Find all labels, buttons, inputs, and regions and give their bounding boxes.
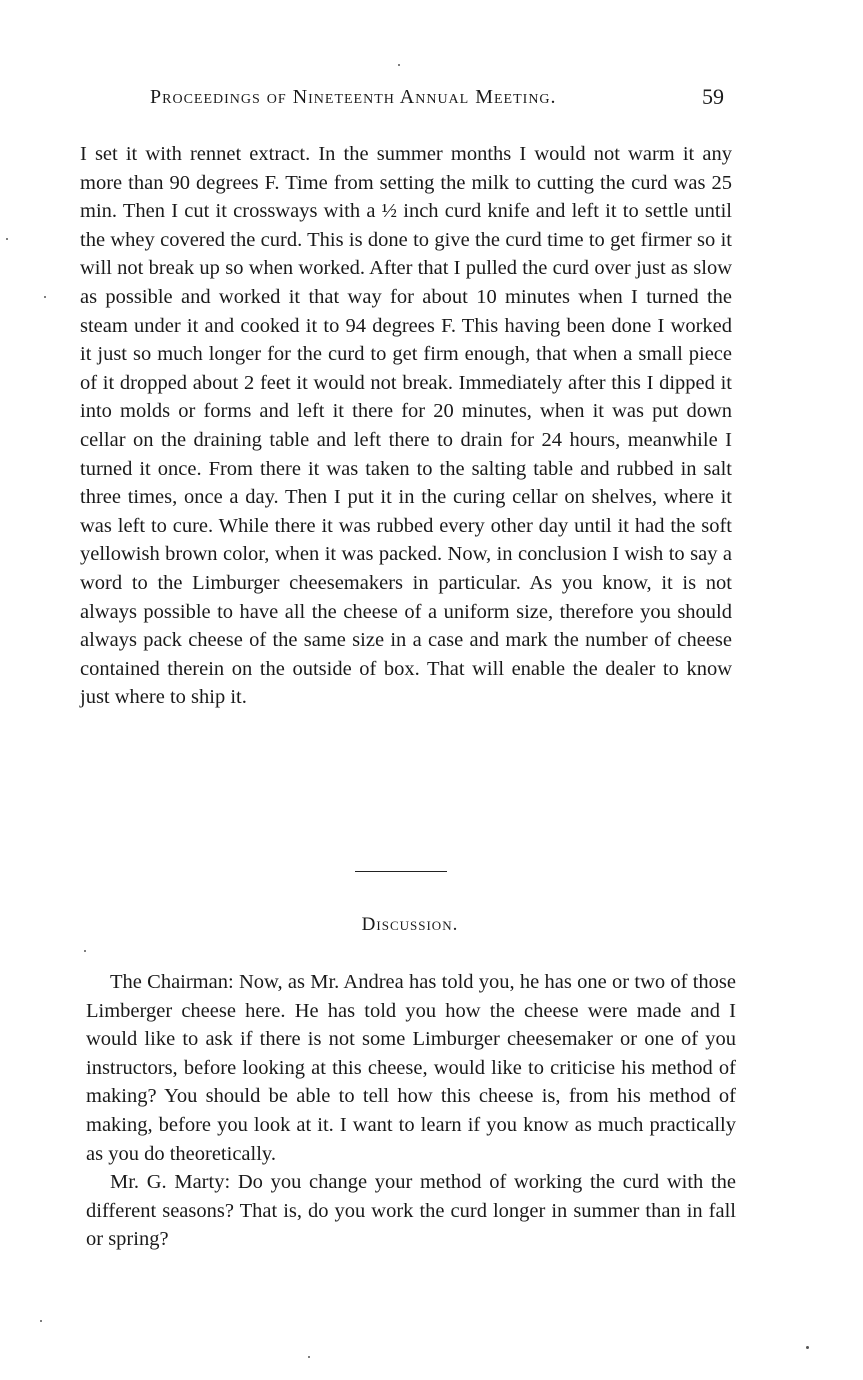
paper-speck xyxy=(398,64,400,66)
paper-speck xyxy=(806,1346,809,1349)
paper-speck xyxy=(40,1320,42,1322)
speech-text: Do you change your method of working the curd with the different seasons? That is, do you work the curd longer in summer than in fall or spring? xyxy=(86,1171,736,1251)
discussion-entry xyxy=(86,968,736,1168)
paper-speck xyxy=(84,950,86,952)
discussion-entry xyxy=(86,1168,736,1254)
paper-speck xyxy=(6,238,8,240)
paper-speck xyxy=(44,296,46,298)
section-divider xyxy=(355,871,447,872)
paper-speck xyxy=(308,1356,310,1358)
running-head: Proceedings of Nineteenth Annual Meeting. xyxy=(150,86,557,108)
body-paragraph: I set it with rennet extract. In the summer months I would not warm it any more than 90 degrees F. Time from setting the milk to cutting the curd was 25 min. Then I cut it crossways with a ½ inch curd knife and left it to settle until the whey covered the curd. This is done to give the curd time to get firmer so it will not break up so when worked. After that I pulled the curd over just as slow as possible and worked it that way for about 10 minutes when I turned the steam under it and cooked it to 94 degrees F. This having been done I worked it just so much longer for the curd to get firm enough, that when a small piece of it dropped about 2 feet it would not break. Immediately after this I dipped it into molds or forms and left it there for 20 minutes, when it was put down cellar on the draining table and left there to drain for 24 hours, meanwhile I turned it once. From there it was taken to the salting table and rubbed in salt three times, once a day. Then I put it in the curing cellar on shelves, where it was left to cure. While there it was rubbed every other day until it had the soft yellowish brown color, when it was packed. Now, in conclusion I wish to say a word to the Limburger cheesemakers in particular. As you know, it is not always possible to have all the cheese of a uniform size, therefore you should always pack cheese of the same size in a case and mark the number of cheese contained therein on the outside of box. That will enable the dealer to know just where to ship it. xyxy=(80,143,732,709)
page-number: 59 xyxy=(702,84,724,109)
discussion-text xyxy=(86,968,736,1254)
body-text xyxy=(80,140,732,712)
speech-text: Now, as Mr. Andrea has told you, he has one or two of those Limberger cheese here. He has told you how the cheese were made and I would like to ask if there is not some Limburger cheesemaker or one of you instructors, before looking at this cheese, would like to criticise his method of making? You should be able to tell how this cheese is, from his method of making, before you look at it. I want to learn if you know as much practically as you do theoretically. xyxy=(86,971,737,1165)
speaker-label: Mr. G. Marty: xyxy=(110,1171,231,1194)
speaker-label: The Chairman: xyxy=(110,971,234,993)
section-heading: Discussion. xyxy=(361,914,459,935)
